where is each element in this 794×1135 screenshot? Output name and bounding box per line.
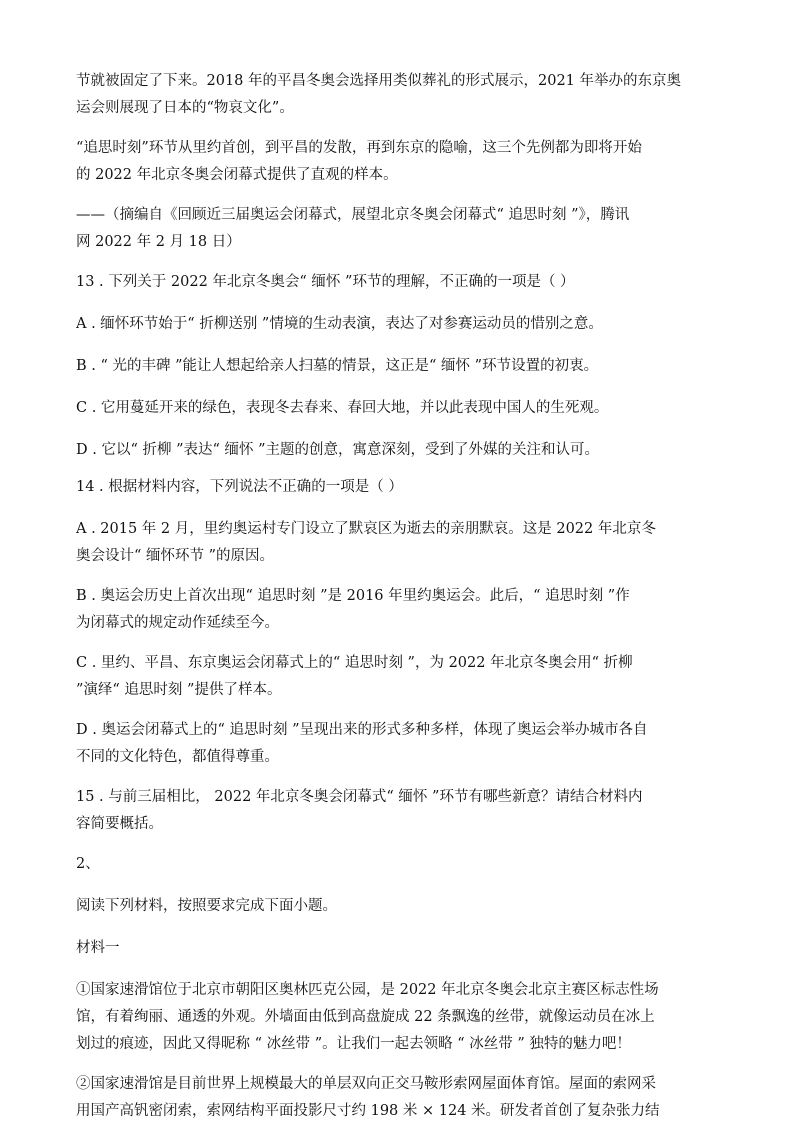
- text-line: ”演绎“ 追思时刻 ”提供了样本。: [76, 682, 282, 698]
- text-line: 2、: [76, 856, 100, 872]
- question-13-option-d: [76, 437, 722, 464]
- text-line: A . 缅怀环节始于“ 折柳送别 ”情境的生动表演，表达了对参赛运动员的惜别之意。: [76, 316, 603, 332]
- question-14-option-a: [76, 516, 722, 570]
- text-line: ②国家速滑馆是目前世界上规模最大的单层双向正交马鞍形索网屋面体育馆。屋面的索网采: [76, 1076, 656, 1092]
- section-number: [76, 851, 722, 878]
- text-line: 的 2022 年北京冬奥会闭幕式提供了直观的样本。: [76, 167, 398, 183]
- text-line: 节就被固定了下来。2018 年的平昌冬奥会选择用类似葬礼的形式展示，2021 年举办的东京奥: [76, 73, 682, 89]
- text-line: ——（摘编自《回顾近三届奥运会闭幕式，展望北京冬奥会闭幕式“ 追思时刻 ”》，腾讯: [76, 207, 630, 223]
- text-line: B . “ 光的丰碑 ”能让人想起给亲人扫墓的情景，这正是“ 缅怀 ”环节设置的初衷。: [76, 358, 599, 374]
- question-13-option-a: [76, 311, 722, 338]
- text-line: D . 奥运会闭幕式上的“ 追思时刻 ”呈现出来的形式多种多样，体现了奥运会举办城市各自: [76, 722, 648, 738]
- text-line: A . 2015 年 2 月，里约奥运村专门设立了默哀区为逝去的亲朋默哀。这是 2022 年北京冬: [76, 521, 656, 537]
- text-line: 13 . 下列关于 2022 年北京冬奥会“ 缅怀 ”环节的理解，不正确的一项是（ ）: [76, 274, 575, 290]
- source-citation: [76, 202, 722, 256]
- text-line: “追思时刻”环节从里约首创，到平昌的发散，再到东京的隐喻，这三个先例都为即将开始: [76, 140, 642, 156]
- text-line: 奥会设计“ 缅怀环节 ”的原因。: [76, 548, 275, 564]
- text-line: C . 里约、平昌、东京奥运会闭幕式上的“ 追思时刻 ”，为 2022 年北京冬奥会用“ 折柳: [76, 655, 633, 671]
- material-paragraph-2: [76, 1071, 722, 1125]
- text-line: 为闭幕式的规定动作延续至今。: [76, 615, 279, 631]
- reading-instructions: [76, 893, 722, 920]
- paragraph-memorial-moment-summary: [76, 135, 722, 189]
- text-line: D . 它以“ 折柳 ”表达“ 缅怀 ”主题的创意，寓意深刻，受到了外媒的关注和认可。: [76, 442, 600, 458]
- question-13-option-c: [76, 395, 722, 422]
- text-line: 14 . 根据材料内容，下列说法不正确的一项是（ ）: [76, 479, 403, 495]
- text-line: C . 它用蔓延开来的绿色，表现冬去春来、春回大地，并以此表现中国人的生死观。: [76, 400, 609, 416]
- question-15-stem: [76, 784, 722, 838]
- material-heading: [76, 935, 722, 962]
- text-line: 15 . 与前三届相比， 2022 年北京冬奥会闭幕式“ 缅怀 ”环节有哪些新意？请结合材料内: [76, 789, 643, 805]
- question-13-stem: [76, 269, 722, 296]
- text-line: 材料一: [76, 940, 120, 956]
- material-paragraph-1: [76, 977, 722, 1058]
- question-14-stem: [76, 474, 722, 501]
- text-line: ①国家速滑馆位于北京市朝阳区奥林匹克公园，是 2022 年北京冬奥会北京主赛区标志性场: [76, 982, 659, 998]
- document-page: [76, 68, 722, 1135]
- text-line: 容简要概括。: [76, 816, 163, 832]
- text-line: 不同的文化特色，都值得尊重。: [76, 749, 279, 765]
- question-14-option-c: [76, 650, 722, 704]
- text-line: 运会则展现了日本的“物哀文化”。: [76, 100, 294, 116]
- question-14-option-d: [76, 717, 722, 771]
- text-line: 划过的痕迹，因此又得昵称 “ 冰丝带 ”。让我们一起去领略 “ 冰丝带 ” 独特的魅力吧！: [76, 1036, 631, 1052]
- question-13-option-b: [76, 353, 722, 380]
- text-line: 用国产高钒密闭索，索网结构平面投影尺寸约 198 米 × 124 米。研发者首创了复杂张力结: [76, 1103, 660, 1119]
- text-line: B . 奥运会历史上首次出现“ 追思时刻 ”是 2016 年里约奥运会。此后，“ 追思时刻 ”作: [76, 588, 630, 604]
- text-line: 网 2022 年 2 月 18 日）: [76, 234, 241, 250]
- paragraph-olympic-history-continued: [76, 68, 722, 122]
- text-line: 馆，有着绚丽、通透的外观。外墙面由低到高盘旋成 22 条飘逸的丝带，就像运动员在冰上: [76, 1009, 655, 1025]
- text-line: 阅读下列材料，按照要求完成下面小题。: [76, 898, 337, 914]
- question-14-option-b: [76, 583, 722, 637]
